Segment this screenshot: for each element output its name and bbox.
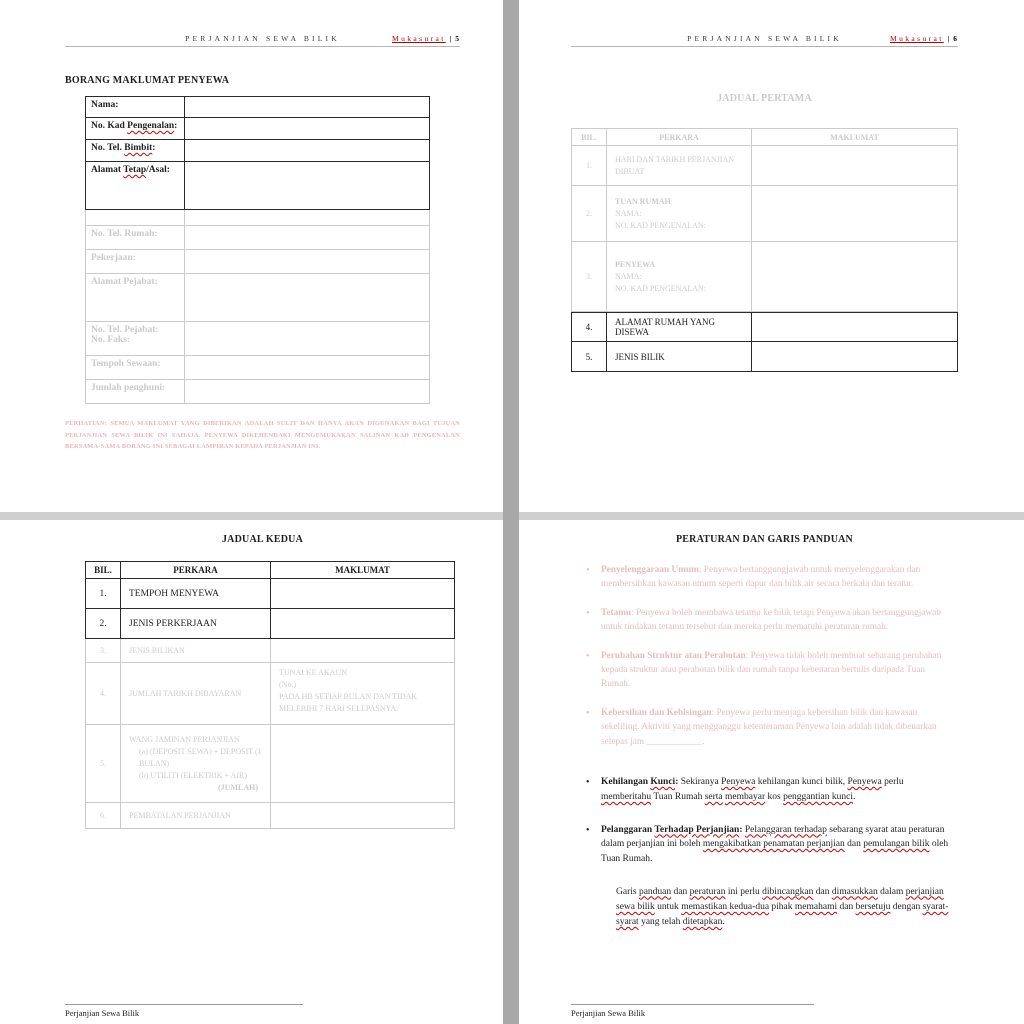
form-label: Alamat Pejabat: xyxy=(85,274,185,322)
form-row-faded xyxy=(85,250,430,274)
faded-table-section xyxy=(85,639,455,829)
text-segment: Tuan Rumah xyxy=(651,791,705,802)
form-row-faded xyxy=(85,380,430,404)
rule-lead: Perubahan Struktur atau Perabotan xyxy=(601,650,746,661)
page-header xyxy=(571,34,958,47)
rule-bullet-faded xyxy=(586,606,956,635)
perkara-subitem: (b) UTILITI (ELEKTRIK + AIR) xyxy=(139,770,248,780)
table-row-faded xyxy=(85,803,455,829)
left-page-column xyxy=(0,0,503,1024)
text-segment: Perjanjian xyxy=(696,824,740,835)
text-segment: . xyxy=(722,917,725,928)
form-row-faded xyxy=(85,210,430,226)
perkara-subitem: (a) (DEPOSIT SEWA) + DEPOSIT (1 BULAN) xyxy=(139,746,262,768)
rule-bullet-faded xyxy=(586,649,956,692)
text-segment: ini perlu xyxy=(725,886,763,897)
perkara-total: (JUMLAH) xyxy=(218,782,258,792)
label-text: : xyxy=(152,143,156,153)
text-segment: memastikan kedua-dua xyxy=(681,901,770,912)
form-value-cell[interactable] xyxy=(185,118,430,140)
cell-bil: 6. xyxy=(85,803,120,829)
form-label xyxy=(85,162,185,210)
page-5 xyxy=(0,0,503,512)
form-value-cell xyxy=(185,274,430,322)
text-segment: dan xyxy=(837,901,856,912)
maklumat-line: PADA HB SETIAP BULAN DAN TIDAK MELEBIHI 7 HARI SELEPASNYA xyxy=(279,692,418,713)
text-segment: memberitahu xyxy=(601,791,652,802)
label-text: Nama xyxy=(91,100,116,110)
rule-lead: Penyelenggaraan Umum xyxy=(601,565,699,575)
cell-bil: 1. xyxy=(571,146,606,186)
col-header-maklumat: MAKLUMAT xyxy=(751,128,958,146)
page-number-label xyxy=(890,34,958,43)
page-column-divider xyxy=(503,0,519,1024)
cell-perkara xyxy=(606,186,751,242)
col-header-bil: BIL. xyxy=(85,561,120,579)
label-misspelled: Tetap xyxy=(123,165,147,175)
peraturan-heading: PERATURAN DAN GARIS PANDUAN xyxy=(676,534,853,545)
perkara-line: NO. KAD PENGENALAN: xyxy=(615,283,706,293)
label-misspelled: Bimbit xyxy=(124,143,153,153)
page-break-gap xyxy=(0,512,503,520)
page-header-title: PERJANJIAN SEWA BILIK xyxy=(687,34,842,43)
right-page-column xyxy=(519,0,1024,1024)
col-header-maklumat: MAKLUMAT xyxy=(270,561,455,579)
form-value-cell xyxy=(185,250,430,274)
page-6 xyxy=(519,0,1024,512)
text-segment: yang telah xyxy=(638,917,683,928)
cell-maklumat xyxy=(751,242,958,312)
text-segment: untuk xyxy=(654,901,682,912)
table-header-row xyxy=(85,561,455,579)
rule-body: Penyewa perlu menjaga kebersihan bilik dan kawasan sekeliling. Aktiviti yang mengganggu ketenteraman Penyewa lain adalah tidak dibenarkan selepas jam ____________. xyxy=(601,707,937,747)
maklumat-line: (No.) xyxy=(279,680,297,689)
text-segment: dengan xyxy=(890,901,923,912)
rule-text xyxy=(601,775,956,804)
text-segment: dalam xyxy=(877,886,906,897)
faded-table-section xyxy=(571,128,958,312)
text-segment: penggantian kunci xyxy=(783,791,853,802)
text-segment: dan xyxy=(671,886,690,897)
cell-bil: 4. xyxy=(571,312,606,342)
rule-lead: Tetamu xyxy=(601,607,632,618)
label-text: : xyxy=(174,121,178,131)
cell-maklumat xyxy=(751,146,958,186)
text-segment: Pelanggaran xyxy=(601,824,655,835)
rule-sep: : xyxy=(711,707,717,718)
bullet-icon: • xyxy=(586,607,590,619)
perkara-line: PENYEWA xyxy=(615,259,656,269)
page-number: | 5 xyxy=(449,34,460,43)
col-header-perkara: PERKARA xyxy=(120,561,270,579)
bullet-icon: • xyxy=(586,565,590,576)
rule-text xyxy=(601,649,956,692)
form-row-faded xyxy=(85,356,430,380)
cell-perkara: ALAMAT RUMAH YANG DISEWA xyxy=(606,312,751,342)
form-value-cell xyxy=(185,356,430,380)
page-header xyxy=(65,34,460,47)
rule-sep: : xyxy=(698,565,704,575)
text-segment: Penyewa xyxy=(847,777,882,788)
label-text: No. Kad xyxy=(91,121,128,131)
jadual-kedua-table xyxy=(85,561,455,829)
text-segment: bersetuju xyxy=(855,901,891,912)
cell-bil: 1. xyxy=(85,579,120,609)
text-segment: syarat-syarat xyxy=(616,901,949,928)
col-header-bil: BIL. xyxy=(571,128,606,146)
table-row-faded xyxy=(571,242,958,312)
text-segment: sebarang syarat atau peraturan dalam perjanjian ini boleh xyxy=(601,824,945,850)
text-segment: Penyewa xyxy=(721,777,756,788)
table-header-row xyxy=(571,128,958,146)
text-segment: Garis xyxy=(616,886,639,897)
rule-sep: : xyxy=(631,607,637,618)
rule-text xyxy=(601,823,956,867)
text-segment: memahami xyxy=(794,901,838,912)
label-text: Alamat xyxy=(91,165,124,175)
label-line: No. Faks: xyxy=(91,335,131,345)
text-segment: kos xyxy=(765,791,784,802)
form-value-cell xyxy=(185,226,430,250)
maklumat-line: TUNAI KE AKAUN xyxy=(279,668,347,677)
jadual-pertama-heading: JADUAL PERTAMA xyxy=(717,93,812,104)
rule-bullet-kehilangan-kunci xyxy=(586,775,956,804)
confidentiality-notice: PERHATIAN: SEMUA MAKLUMAT YANG DIBERIKAN ADALAH SULIT DAN HANYA AKAN DIGUNAKAN BAGI TUJUAN PERJANJIAN SEWA BILIK INI SAHAJA. PENYEWA DIKEHENDAKI MENGEMUKAKAN SALINAN KAD PENGENALAN BERSAMA-SAMA BORANG INI SEBAGAI LAMPIRAN KEPADA PERJANJIAN INI. xyxy=(65,420,460,451)
mukasurat-link: Mukasurat xyxy=(890,34,944,43)
perkara-line: NO. KAD PENGENALAN: xyxy=(615,220,706,230)
rule-sep: : xyxy=(745,650,751,661)
label-text: /Asal: xyxy=(146,165,170,175)
form-row-kad xyxy=(85,118,430,140)
page-number: | 6 xyxy=(947,34,958,43)
bullet-icon: • xyxy=(586,824,590,836)
text-segment: perlu xyxy=(881,777,904,788)
rule-lead: Kebersihan dan Kebisingan xyxy=(601,707,712,718)
form-row-faded xyxy=(85,322,430,356)
perkara-line: DIBUAT xyxy=(615,166,645,176)
cell-maklumat xyxy=(270,803,455,829)
cell-perkara xyxy=(606,242,751,312)
text-segment: membayar xyxy=(725,791,766,802)
form-label xyxy=(85,96,185,118)
cell-maklumat[interactable] xyxy=(751,342,958,372)
perkara-line: WANG JAMINAN PERJANJIAN xyxy=(129,734,240,744)
faded-form-section xyxy=(85,210,430,404)
text-segment: peraturan xyxy=(689,886,726,897)
table-row xyxy=(571,312,958,342)
page-footer: Perjanjian Sewa Bilik xyxy=(571,1004,814,1018)
form-row-nama xyxy=(85,96,430,118)
text-segment: Kehilangan xyxy=(601,777,651,788)
text-segment: pemulangan bilik xyxy=(863,839,930,850)
cell-bil: 5. xyxy=(85,725,120,803)
cell-maklumat[interactable] xyxy=(270,609,455,639)
text-segment: . xyxy=(853,791,856,802)
cell-bil: 3. xyxy=(571,242,606,312)
label-line: No. Tel. Pejabat: xyxy=(91,325,159,335)
text-segment: oleh Tuan Rumah. xyxy=(601,839,949,864)
mukasurat-link: Mukasurat xyxy=(392,34,446,43)
text-segment: mengakibatkan penamatan perjanjian xyxy=(702,839,845,850)
rule-text xyxy=(601,706,956,749)
page-footer: Perjanjian Sewa Bilik xyxy=(65,1004,303,1018)
form-label xyxy=(85,322,185,356)
page-8 xyxy=(519,520,1024,1024)
cell-maklumat xyxy=(751,186,958,242)
form-label xyxy=(85,140,185,162)
text-segment: panduan xyxy=(638,886,672,897)
cell-bil: 3. xyxy=(85,639,120,663)
text-segment: serta xyxy=(704,791,723,802)
rule-body: Penyewa bertanggungjawab untuk menyelenggarakan dan membersihkan kawasan umum seperti dapur dan bilik air secara berkala dan teratur. xyxy=(601,565,921,590)
form-heading: BORANG MAKLUMAT PENYEWA xyxy=(65,75,230,86)
cell-maklumat[interactable] xyxy=(270,579,455,609)
form-value-cell xyxy=(185,210,430,226)
page-number-label xyxy=(392,34,460,43)
perkara-line: NAMA: xyxy=(615,271,642,281)
cell-perkara xyxy=(606,146,751,186)
label-text: : xyxy=(115,100,119,110)
form-label xyxy=(85,210,185,226)
text-segment: kehilangan kunci bilik, xyxy=(755,777,848,788)
cell-bil: 2. xyxy=(571,186,606,242)
form-value-cell xyxy=(185,322,430,356)
cell-bil: 2. xyxy=(85,609,120,639)
text-segment: dan xyxy=(844,839,864,850)
tenant-info-form-table xyxy=(85,96,430,404)
text-segment: Terhadap xyxy=(654,824,697,835)
label-misspelled: Pengenalan xyxy=(127,121,175,131)
cell-perkara: JENIS PERKERJAAN xyxy=(120,609,270,639)
cell-perkara: JUMLAH TARIKH DIBAYARAN xyxy=(120,663,270,725)
rule-bullet-faded xyxy=(586,706,956,749)
perkara-line: HARI DAN TARIKH PERJANJIAN xyxy=(615,154,734,164)
form-row-faded xyxy=(85,226,430,250)
cell-perkara: JENIS BILIKAN xyxy=(120,639,270,663)
text-segment: ditetapkan xyxy=(682,917,723,928)
form-label: Jumlah penghuni: xyxy=(85,380,185,404)
table-row xyxy=(85,609,455,639)
table-row-faded xyxy=(85,639,455,663)
table-row-faded xyxy=(85,725,455,803)
rules-list xyxy=(586,563,956,930)
cell-maklumat xyxy=(270,639,455,663)
text-segment: Pelanggaran terhadap xyxy=(744,824,827,835)
rule-bullet-faded xyxy=(586,563,956,592)
cell-perkara: TEMPOH MENYEWA xyxy=(120,579,270,609)
table-row-faded xyxy=(85,663,455,725)
cell-maklumat xyxy=(270,725,455,803)
col-header-perkara: PERKARA xyxy=(606,128,751,146)
table-row xyxy=(85,579,455,609)
jadual-kedua-heading: JADUAL KEDUA xyxy=(221,534,304,545)
cell-bil: 5. xyxy=(571,342,606,372)
form-row-alamat xyxy=(85,162,430,210)
bullet-icon: • xyxy=(586,777,590,789)
text-segment: Kunci xyxy=(650,777,676,788)
table-row xyxy=(571,342,958,372)
form-value-cell[interactable] xyxy=(185,162,430,210)
form-value-cell[interactable] xyxy=(185,140,430,162)
rule-body: Penyewa tidak boleh membuat sebarang perubahan kepada struktur atau perabotan bilik dan rumah tanpa kebenaran bertulis daripada Tuan Rumah. xyxy=(601,650,942,690)
closing-paragraph xyxy=(616,885,954,931)
rule-body: Penyewa boleh membawa tetamu ke bilik tetapi Penyewa akan bertanggungjawab untuk tindakan tetamu tersebut dan mereka perlu mematuhi peraturan rumah. xyxy=(601,607,941,633)
form-value-cell[interactable] xyxy=(185,96,430,118)
text-segment: dimasukkan xyxy=(831,886,878,897)
page-break-gap xyxy=(519,512,1024,520)
perkara-line: TUAN RUMAH xyxy=(615,196,671,206)
cell-perkara: JENIS BILIK xyxy=(606,342,751,372)
rule-text xyxy=(601,563,956,592)
text-segment: : xyxy=(675,777,681,788)
form-label: No. Tel. Rumah: xyxy=(85,226,185,250)
cell-perkara xyxy=(120,725,270,803)
text-segment: Sekiranya xyxy=(680,777,722,788)
text-segment: perjanjian sewa bilik xyxy=(616,886,944,912)
bullet-icon: • xyxy=(586,650,590,662)
form-label: Tempoh Sewaan: xyxy=(85,356,185,380)
page-header-title: PERJANJIAN SEWA BILIK xyxy=(185,34,340,43)
perkara-line: NAMA: xyxy=(615,208,642,218)
text-segment: pihak xyxy=(769,901,795,912)
bullet-icon: • xyxy=(586,707,590,719)
rule-text xyxy=(601,606,956,635)
cell-maklumat[interactable] xyxy=(751,312,958,342)
text-segment: : xyxy=(739,824,745,835)
cell-perkara: PEMBATALAN PERJANJIAN xyxy=(120,803,270,829)
text-segment: dan xyxy=(813,886,832,897)
form-label xyxy=(85,118,185,140)
text-segment: dibincangkan xyxy=(762,886,814,897)
label-text: No. Tel. xyxy=(91,143,125,153)
form-row-bimbit xyxy=(85,140,430,162)
rule-bullet-pelanggaran xyxy=(586,823,956,867)
page-7 xyxy=(0,520,503,1024)
form-value-cell xyxy=(185,380,430,404)
table-row-faded xyxy=(571,186,958,242)
cell-bil: 4. xyxy=(85,663,120,725)
table-row-faded xyxy=(571,146,958,186)
form-row-faded xyxy=(85,274,430,322)
jadual-pertama-table xyxy=(571,128,958,372)
cell-maklumat xyxy=(270,663,455,725)
form-label: Pekerjaan: xyxy=(85,250,185,274)
